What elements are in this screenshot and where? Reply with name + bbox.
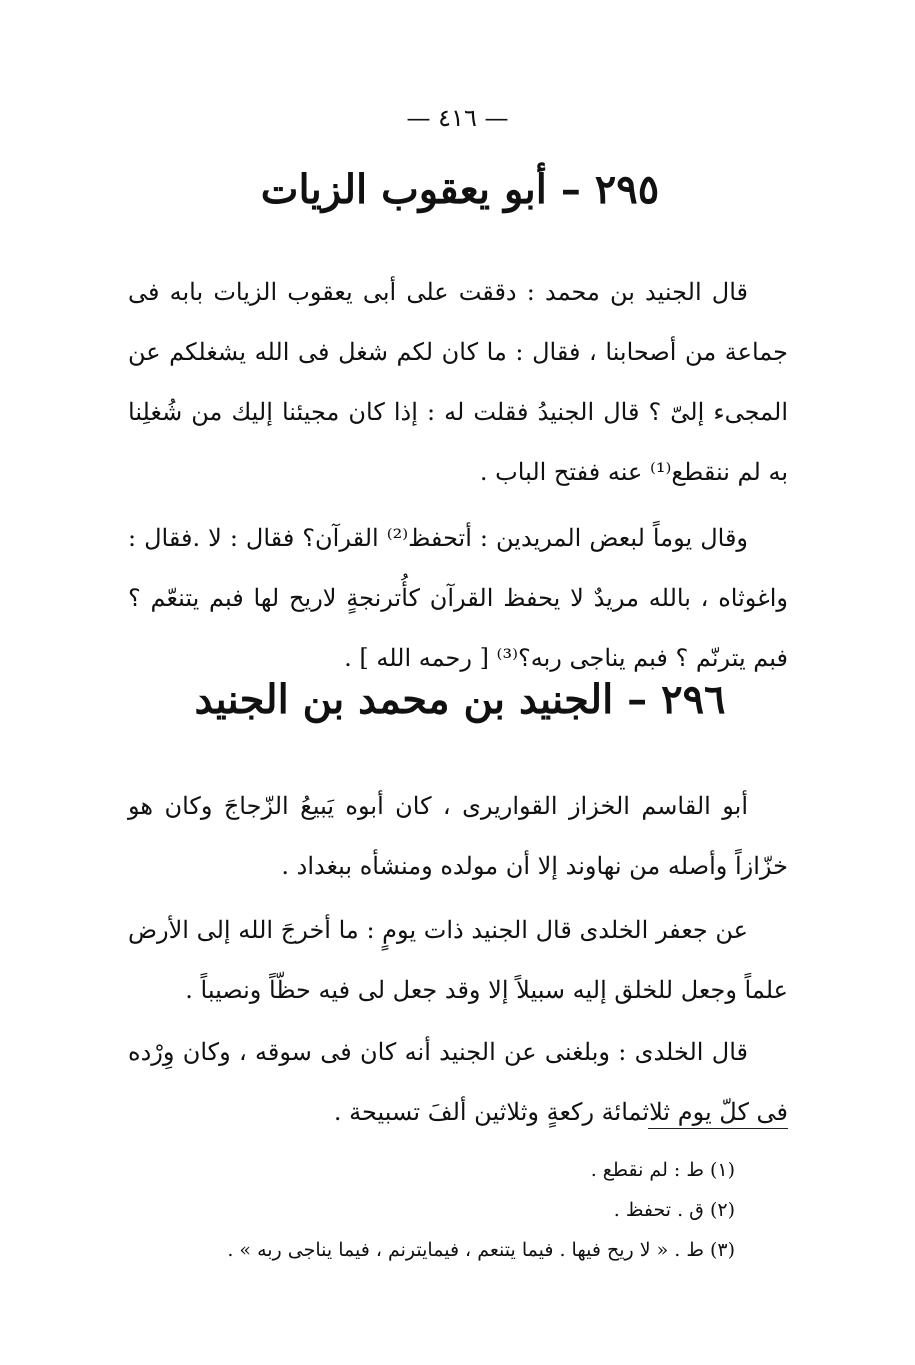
paragraph: عن جعفر الخلدى قال الجنيد ذات يومٍ : ما أخرجَ الله إلى الأرض علماً وجعل للخلق إليه سبيلاً إلا وقد جعل لى فيه حظّاً ونصيباً .: [128, 916, 788, 1004]
paragraph: أبو القاسم الخزاز القواريرى ، كان أبوه يَبيعُ الزّجاجَ وكان هو خزّازاً وأصله من نهاوند إلا أن مولده ومنشأه ببغداد .: [128, 792, 788, 880]
section-heading-296: ٢٩٦ – الجنيد بن محمد بن الجنيد: [194, 676, 726, 723]
footnotes: [120, 1150, 735, 1270]
paragraph: قال الجنيد بن محمد : دققت على أبى يعقوب الزيات بابه فى جماعة من أصحابنا ، فقال : ما كان لكم شغل فى الله يشغلكم عن المجىء إلىّ ؟ قال الجنيدُ فقلت له : إذا كان مجيئنا إليك من شُغلِنا به لم ننقطع⁽¹⁾ عنه ففتح الباب .: [128, 278, 788, 486]
section-heading-295: ٢٩٥ – أبو يعقوب الزيات: [260, 166, 660, 213]
footnote-divider: [648, 1128, 788, 1129]
paragraph: قال الخلدى : وبلغنى عن الجنيد أنه كان فى سوقه ، وكان وِرْده فى كلّ يوم ثلاثمائة ركعةٍ وثلاثين ألفَ تسبيحة .: [128, 1038, 788, 1126]
footnote-1: (١) ط : لم نقطع .: [590, 1159, 735, 1181]
footnote-3: (٣) ط . « لا ريح فيها . فيما يتنعم ، فيمايترنم ، فيما يناجى ربه » .: [227, 1239, 735, 1261]
footnote-2: (٢) ق . تحفظ .: [613, 1199, 735, 1221]
paragraph: وقال يوماً لبعض المريدين : أتحفظ⁽²⁾ القرآن؟ فقال : لا .فقال : واغوثاه ، بالله مريدٌ لا يحفظ القرآن كأُترنجةٍ لاريح لها فبم يتنعّم ؟ فبم يترنّم ؟ فبم يناجى ربه؟⁽³⁾ [ رحمه الله ] .: [128, 524, 788, 672]
page-number: — ٤١٦ —: [406, 104, 509, 132]
